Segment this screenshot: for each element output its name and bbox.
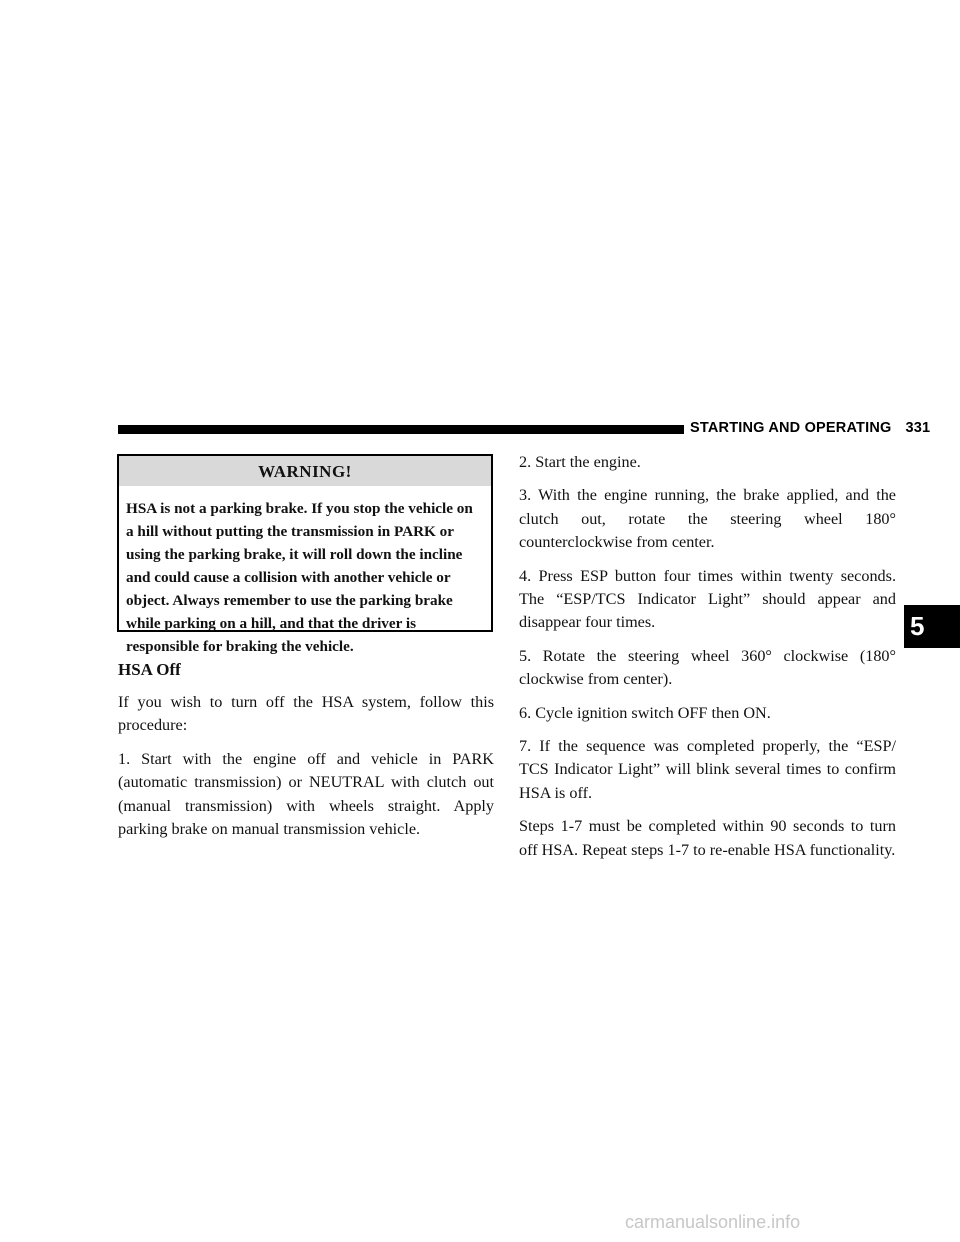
warning-line: responsible for braking the vehicle. [126, 638, 354, 655]
step-7: 7. If the sequence was completed properly, the “ESP/ TCS Indicator Light” will blink several times to confirm HSA is off. [519, 737, 896, 802]
step-4: 4. Press ESP button four times within twenty seconds. The “ESP/TCS Indicator Light” should appear and disappear four times. [519, 566, 896, 632]
warning-line: while parking on a hill, and that the driver is [126, 615, 417, 632]
warning-title: WARNING! [119, 456, 491, 486]
step-6: 6. Cycle ignition switch OFF then ON. [519, 703, 771, 722]
intro-paragraph: If you wish to turn off the HSA system, follow this procedure: [118, 693, 494, 735]
chapter-tab: 5 [904, 605, 960, 648]
running-header [690, 420, 930, 436]
section-heading: HSA Off [118, 660, 181, 679]
warning-line: a hill without putting the transmission in PARK or [126, 523, 454, 540]
step-2: 2. Start the engine. [519, 453, 641, 471]
warning-line: HSA is not a parking brake. If you stop the vehicle on [126, 500, 473, 517]
warning-text [119, 486, 491, 658]
section-title: STARTING AND OPERATING [690, 420, 892, 436]
watermark: carmanualsonline.info [625, 1212, 801, 1232]
right-column [519, 451, 896, 872]
step-3: 3. With the engine running, the brake applied, and the clutch out, rotate the steering wheel 180° counterclockwise from center. [519, 486, 896, 552]
warning-box [117, 454, 493, 655]
left-column [118, 658, 494, 851]
step-5: 5. Rotate the steering wheel 360° clockwise (180° clockwise from center). [519, 646, 896, 689]
warning-line: and could cause a collision with another vehicle or [126, 569, 451, 586]
step-1: 1. Start with the engine off and vehicle in PARK (automatic transmission) or NEUTRAL with clutch out (manual transmission) with wheels straight. Apply parking brake on manual transmission vehicle. [118, 749, 494, 839]
header-rule [118, 425, 684, 434]
closing-paragraph: Steps 1-7 must be completed within 90 seconds to turn off HSA. Repeat steps 1-7 to re-enable HSA functionality. [519, 817, 896, 859]
warning-line: object. Always remember to use the parking brake [126, 592, 453, 609]
page-number: 331 [905, 420, 931, 436]
warning-line: using the parking brake, it will roll down the incline [126, 546, 463, 563]
